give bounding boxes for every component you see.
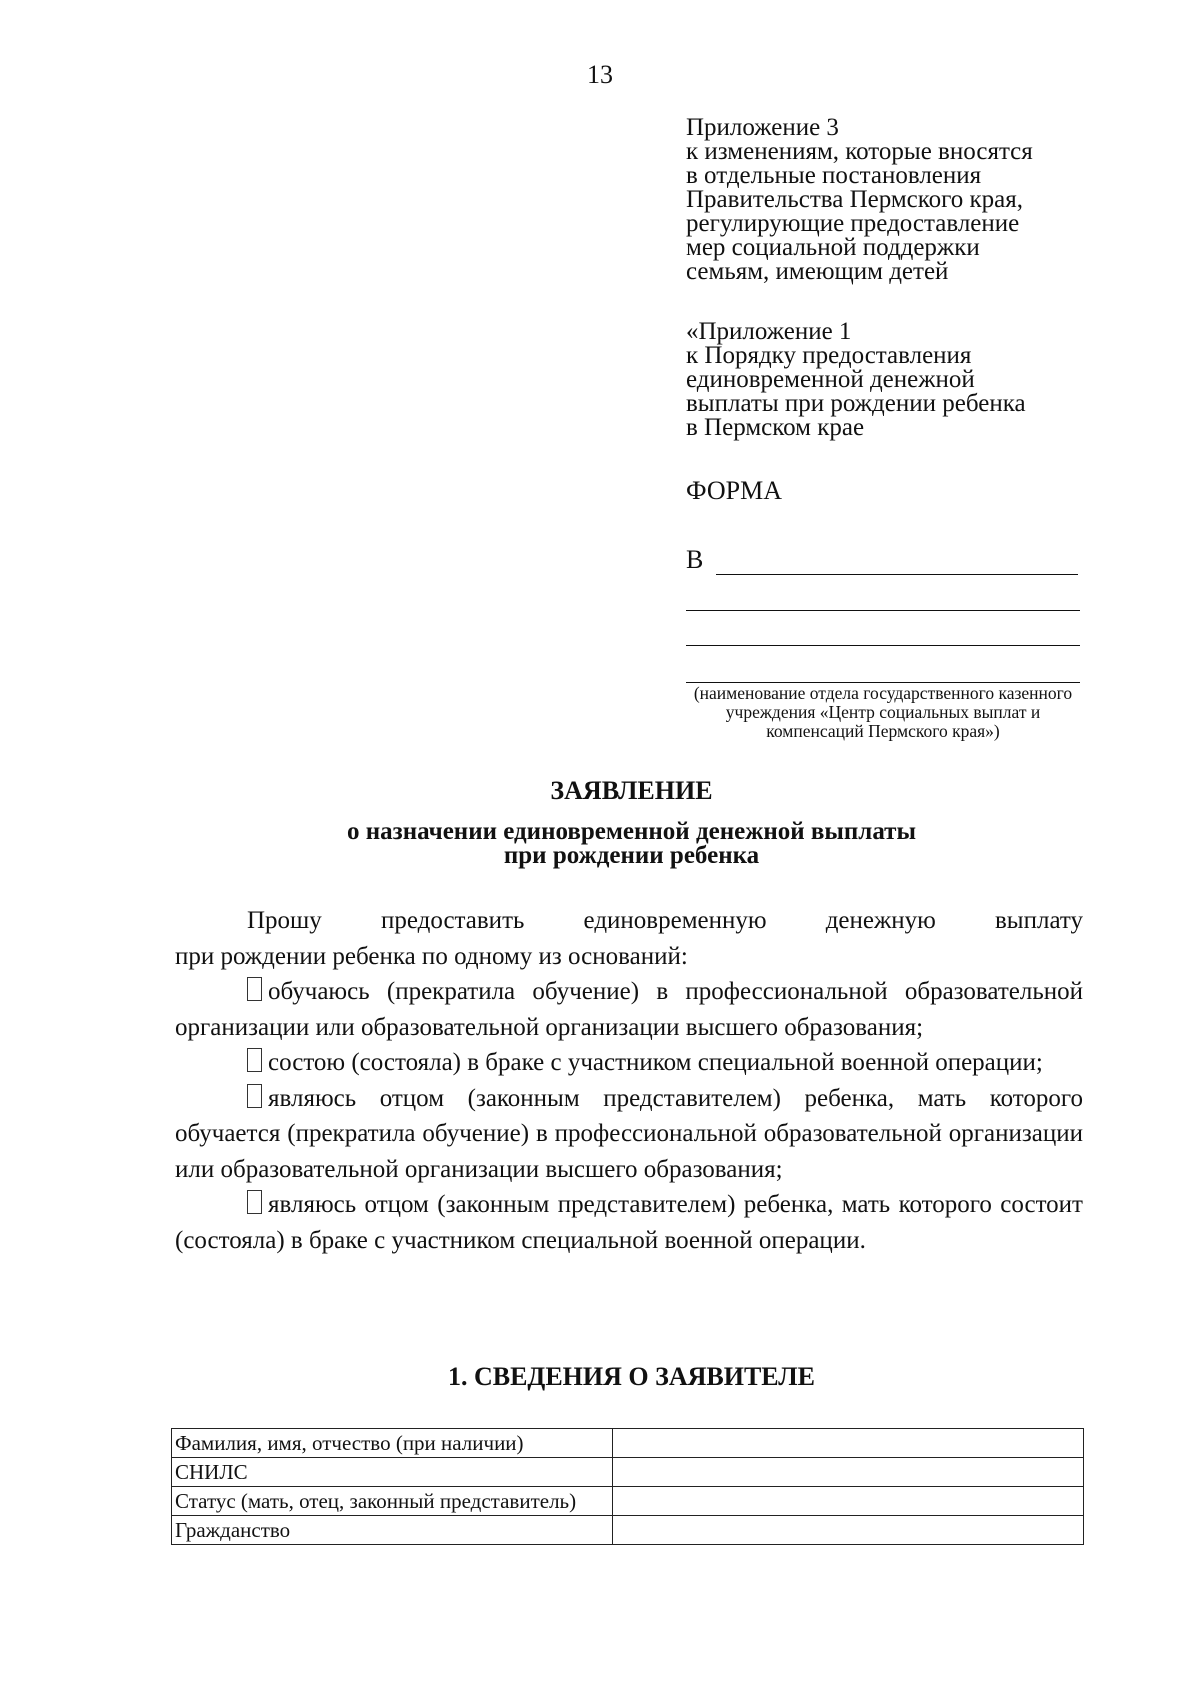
table-row bbox=[172, 1487, 1084, 1516]
appendix-3-line: в отдельные постановления bbox=[686, 162, 982, 189]
application-body bbox=[175, 903, 1083, 1258]
appendix-1-line: в Пермском крае bbox=[686, 414, 865, 441]
appendix-3-line: регулирующие предоставление bbox=[686, 210, 1020, 237]
appendix-3-line: Правительства Пермского края, bbox=[686, 186, 1024, 213]
appendix-3-header bbox=[686, 116, 1126, 284]
addressee-field-line[interactable] bbox=[716, 574, 1078, 575]
appendix-1-line: к Порядку предоставления bbox=[686, 342, 972, 369]
option-text: являюсь отцом (законным представителем) ребенка, мать которого состоит (состояла) в браке с участником специальной военной операции. bbox=[175, 1191, 1083, 1254]
appendix-1-line: «Приложение 1 bbox=[686, 318, 852, 345]
option-item bbox=[175, 1081, 1083, 1188]
appendix-3-line: Приложение 3 bbox=[686, 114, 839, 141]
appendix-1-line: единовременной денежной bbox=[686, 366, 975, 393]
checkbox[interactable] bbox=[247, 1048, 262, 1072]
row-value-field[interactable] bbox=[613, 1516, 1084, 1545]
addressee-prefix: В bbox=[686, 545, 704, 574]
row-value-field[interactable] bbox=[613, 1429, 1084, 1458]
checkbox[interactable] bbox=[247, 1190, 262, 1214]
document-title: ЗАЯВЛЕНИЕ bbox=[550, 776, 713, 805]
option-item bbox=[175, 1187, 1083, 1258]
row-value-field[interactable] bbox=[613, 1458, 1084, 1487]
applicant-info-table bbox=[171, 1428, 1084, 1545]
document-subtitle: при рождении ребенка bbox=[503, 842, 760, 869]
request-line: при рождении ребенка по одному из оснований: bbox=[175, 942, 688, 970]
addressee-caption: (наименование отдела государственного казенного учреждения «Центр социальных выплат и компенсаций Пермского края») bbox=[693, 683, 1073, 741]
appendix-1-line: выплаты при рождении ребенка bbox=[686, 390, 1026, 417]
section-heading: 1. СВЕДЕНИЯ О ЗАЯВИТЕЛЕ bbox=[447, 1362, 816, 1391]
table-row bbox=[172, 1458, 1084, 1487]
checkbox[interactable] bbox=[247, 1084, 262, 1108]
document-subtitle: о назначении единовременной денежной выплаты bbox=[347, 818, 916, 845]
table-row bbox=[172, 1516, 1084, 1545]
addressee-field-line[interactable] bbox=[686, 610, 1080, 611]
table-row bbox=[172, 1429, 1084, 1458]
option-text: обучаюсь (прекратила обучение) в профессиональной образовательной организации или образовательной организации высшего образования; bbox=[175, 978, 1083, 1041]
appendix-1-header bbox=[686, 320, 1126, 440]
row-label: СНИЛС bbox=[172, 1458, 613, 1487]
row-label: Статус (мать, отец, законный представитель) bbox=[172, 1487, 613, 1516]
addressee-field-line[interactable] bbox=[686, 645, 1080, 646]
option-item bbox=[175, 1045, 1083, 1081]
appendix-3-line: семьям, имеющим детей bbox=[686, 258, 949, 285]
row-label: Гражданство bbox=[172, 1516, 613, 1545]
request-line: Прошу предоставить единовременную денежную выплату bbox=[247, 907, 1083, 934]
option-text: состою (состояла) в браке с участником специальной военной операции; bbox=[268, 1049, 1043, 1076]
form-label: ФОРМА bbox=[686, 476, 782, 505]
row-value-field[interactable] bbox=[613, 1487, 1084, 1516]
checkbox[interactable] bbox=[247, 977, 262, 1001]
appendix-3-line: к изменениям, которые вносятся bbox=[686, 138, 1033, 165]
row-label: Фамилия, имя, отчество (при наличии) bbox=[172, 1429, 613, 1458]
appendix-3-line: мер социальной поддержки bbox=[686, 234, 980, 261]
option-text: являюсь отцом (законным представителем) ребенка, мать которого обучается (прекратила обучение) в профессиональной образовательной организации или образовательной организации высшего образования; bbox=[175, 1084, 1083, 1183]
option-item bbox=[175, 974, 1083, 1045]
page-number: 13 bbox=[587, 60, 613, 89]
